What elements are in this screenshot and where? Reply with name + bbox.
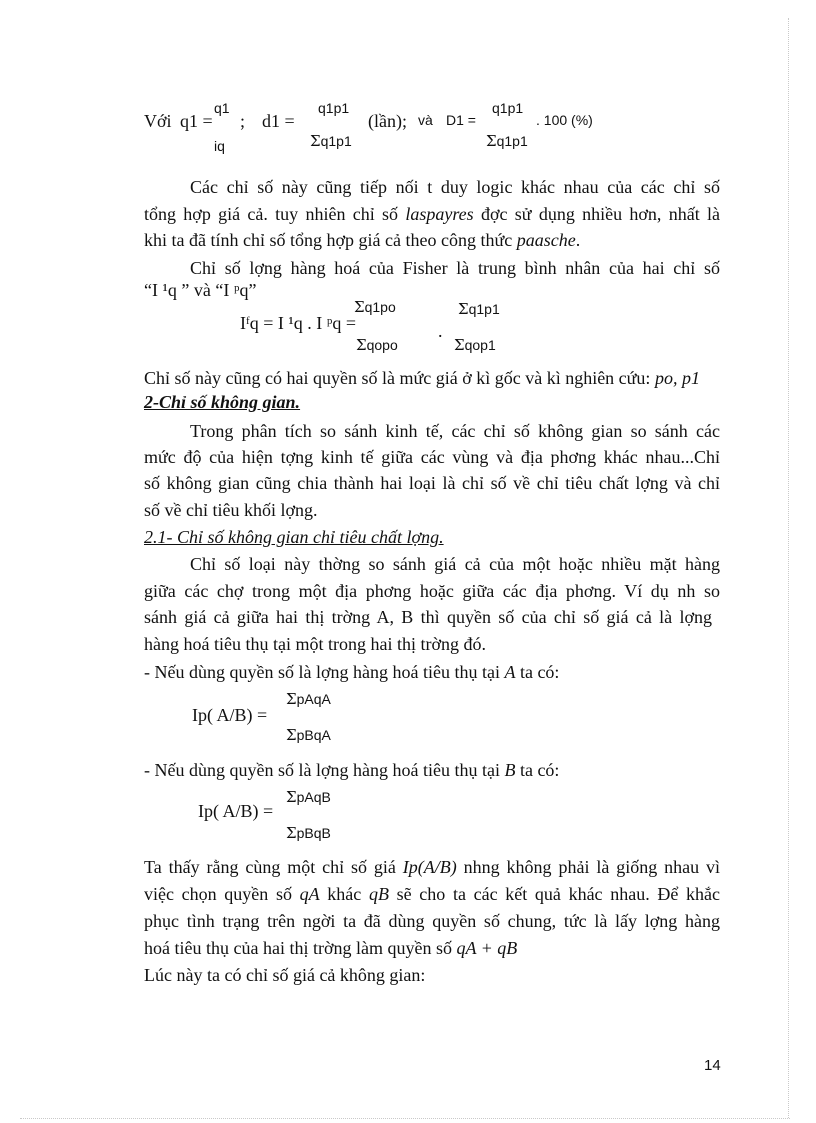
case-a-text: - Nếu dùng quyền số là lợng hàng hoá tiêu thụ tại A ta có: [144,662,560,682]
page-number: 14 [704,1057,721,1074]
case-b-text: - Nếu dùng quyền số là lợng hàng hoá tiêu thụ tại B ta có: [144,760,560,780]
section-2-1-heading: 2.1- Chỉ số không gian chỉ tiêu chất lợng. [144,527,444,547]
page-frame-right [788,18,789,1118]
formula-b-numerator: ΣpAqB [286,788,331,806]
paragraph-4-line-3: số không gian cũng chia thành hai loại là chỉ số về chỉ tiêu chất lợng và chỉ [144,473,720,493]
page-frame-bottom [20,1118,790,1119]
formula-d1-numerator: q1p1 [318,100,350,116]
formula-D1-denominator: Σq1p1 [486,132,528,150]
paragraph-3: Chỉ số này cũng có hai quyền số là mức giá ở kì gốc và kì nghiên cứu: po, p1 [144,368,700,388]
formula-d1-lhs: d1 = [262,111,295,131]
formula-b-lhs: Ip( A/B) = [198,801,274,821]
paragraph-5-line-1: Chỉ số loại này thờng so sánh giá cả của một hoặc nhiều mặt hàng [190,554,720,574]
paragraph-5-line-2: giữa các chợ trong một địa phơng hoặc giữa các địa phơng. Ví dụ nh so [144,581,720,601]
formula-q1-numerator: q1 [214,100,230,116]
paragraph-6-line-3: phục tình trạng trên ngời ta đã dùng quyền số chung, tức là lấy lợng hàng [144,911,720,931]
formula-D1-lhs: D1 = [446,112,476,128]
formula-d1-denominator: Σq1p1 [310,132,352,150]
formula-q1-denominator: iq [214,138,225,154]
paragraph-4-line-2: mức độ của hiện tợng kinh tế giữa các vùng và địa phơng khác nhau...Chỉ [144,447,720,467]
formula-D1-numerator: q1p1 [492,100,524,116]
fisher-numerator-2: Σq1p1 [458,300,500,318]
fisher-numerator-1: Σq1po [354,298,396,316]
paragraph-1-line-3: khi ta đã tính chỉ số tổng hợp giá cả theo công thức paasche. [144,230,581,250]
formula-a-numerator: ΣpAqA [286,690,331,708]
paragraph-5-line-3: sánh giá cả giữa hai thị trờng A, B thì quyền số của chỉ số giá cả là lợng [144,607,712,627]
formula-D1-tail: . 100 (%) [536,112,593,128]
fisher-multiply-dot: . [438,321,443,341]
paragraph-6-line-2: việc chọn quyền số qA khác qB sẽ cho ta các kết quả khác nhau. Để khắc [144,884,721,904]
formula-b-denominator: ΣpBqB [286,824,331,842]
paragraph-6-line-1: Ta thấy rằng cùng một chỉ số giá Ip(A/B) nhng không phải là giống nhau vì [144,857,720,877]
formula-a-denominator: ΣpBqA [286,726,331,744]
sigma-symbol: Σ [310,132,321,150]
section-2-heading: 2-Chỉ số không gian. [144,392,301,412]
formula-voi-label: Với [144,111,172,131]
fisher-formula-lhs: Iᶠq = I ¹q . I ᵖq = [240,313,357,333]
paragraph-7: Lúc này ta có chỉ số giá cả không gian: [144,965,426,985]
fisher-denominator-1: Σqopo [356,336,398,354]
paragraph-6-line-4: hoá tiêu thụ của hai thị trờng làm quyền số qA + qB [144,938,518,958]
paragraph-1-line-1: Các chỉ số này cũng tiếp nối t duy logic khác nhau của các chỉ số [190,177,720,197]
paragraph-5-line-4: hàng hoá tiêu thụ tại một trong hai thị trờng đó. [144,634,486,654]
paragraph-4-line-1: Trong phân tích so sánh kinh tế, các chỉ số không gian so sánh các [190,421,720,441]
paragraph-1-line-2: tổng hợp giá cả. tuy nhiên chỉ số laspayres đợc sử dụng nhiều hơn, nhất là [144,204,720,224]
paragraph-4-line-4: số về chỉ tiêu khối lợng. [144,500,318,520]
formula-a-lhs: Ip( A/B) = [192,705,268,725]
paragraph-2-line-2: “I ¹q ” và “I ᵖq” [144,280,257,300]
formula-separator: ; [240,111,246,131]
formula-unit-lan: (lần); [368,111,407,131]
formula-q1-lhs: q1 = [180,111,213,131]
paragraph-2-line-1: Chỉ số lợng hàng hoá của Fisher là trung bình nhân của hai chỉ số [190,258,720,278]
fisher-denominator-2: Σqop1 [454,336,496,354]
formula-va: và [418,112,433,128]
